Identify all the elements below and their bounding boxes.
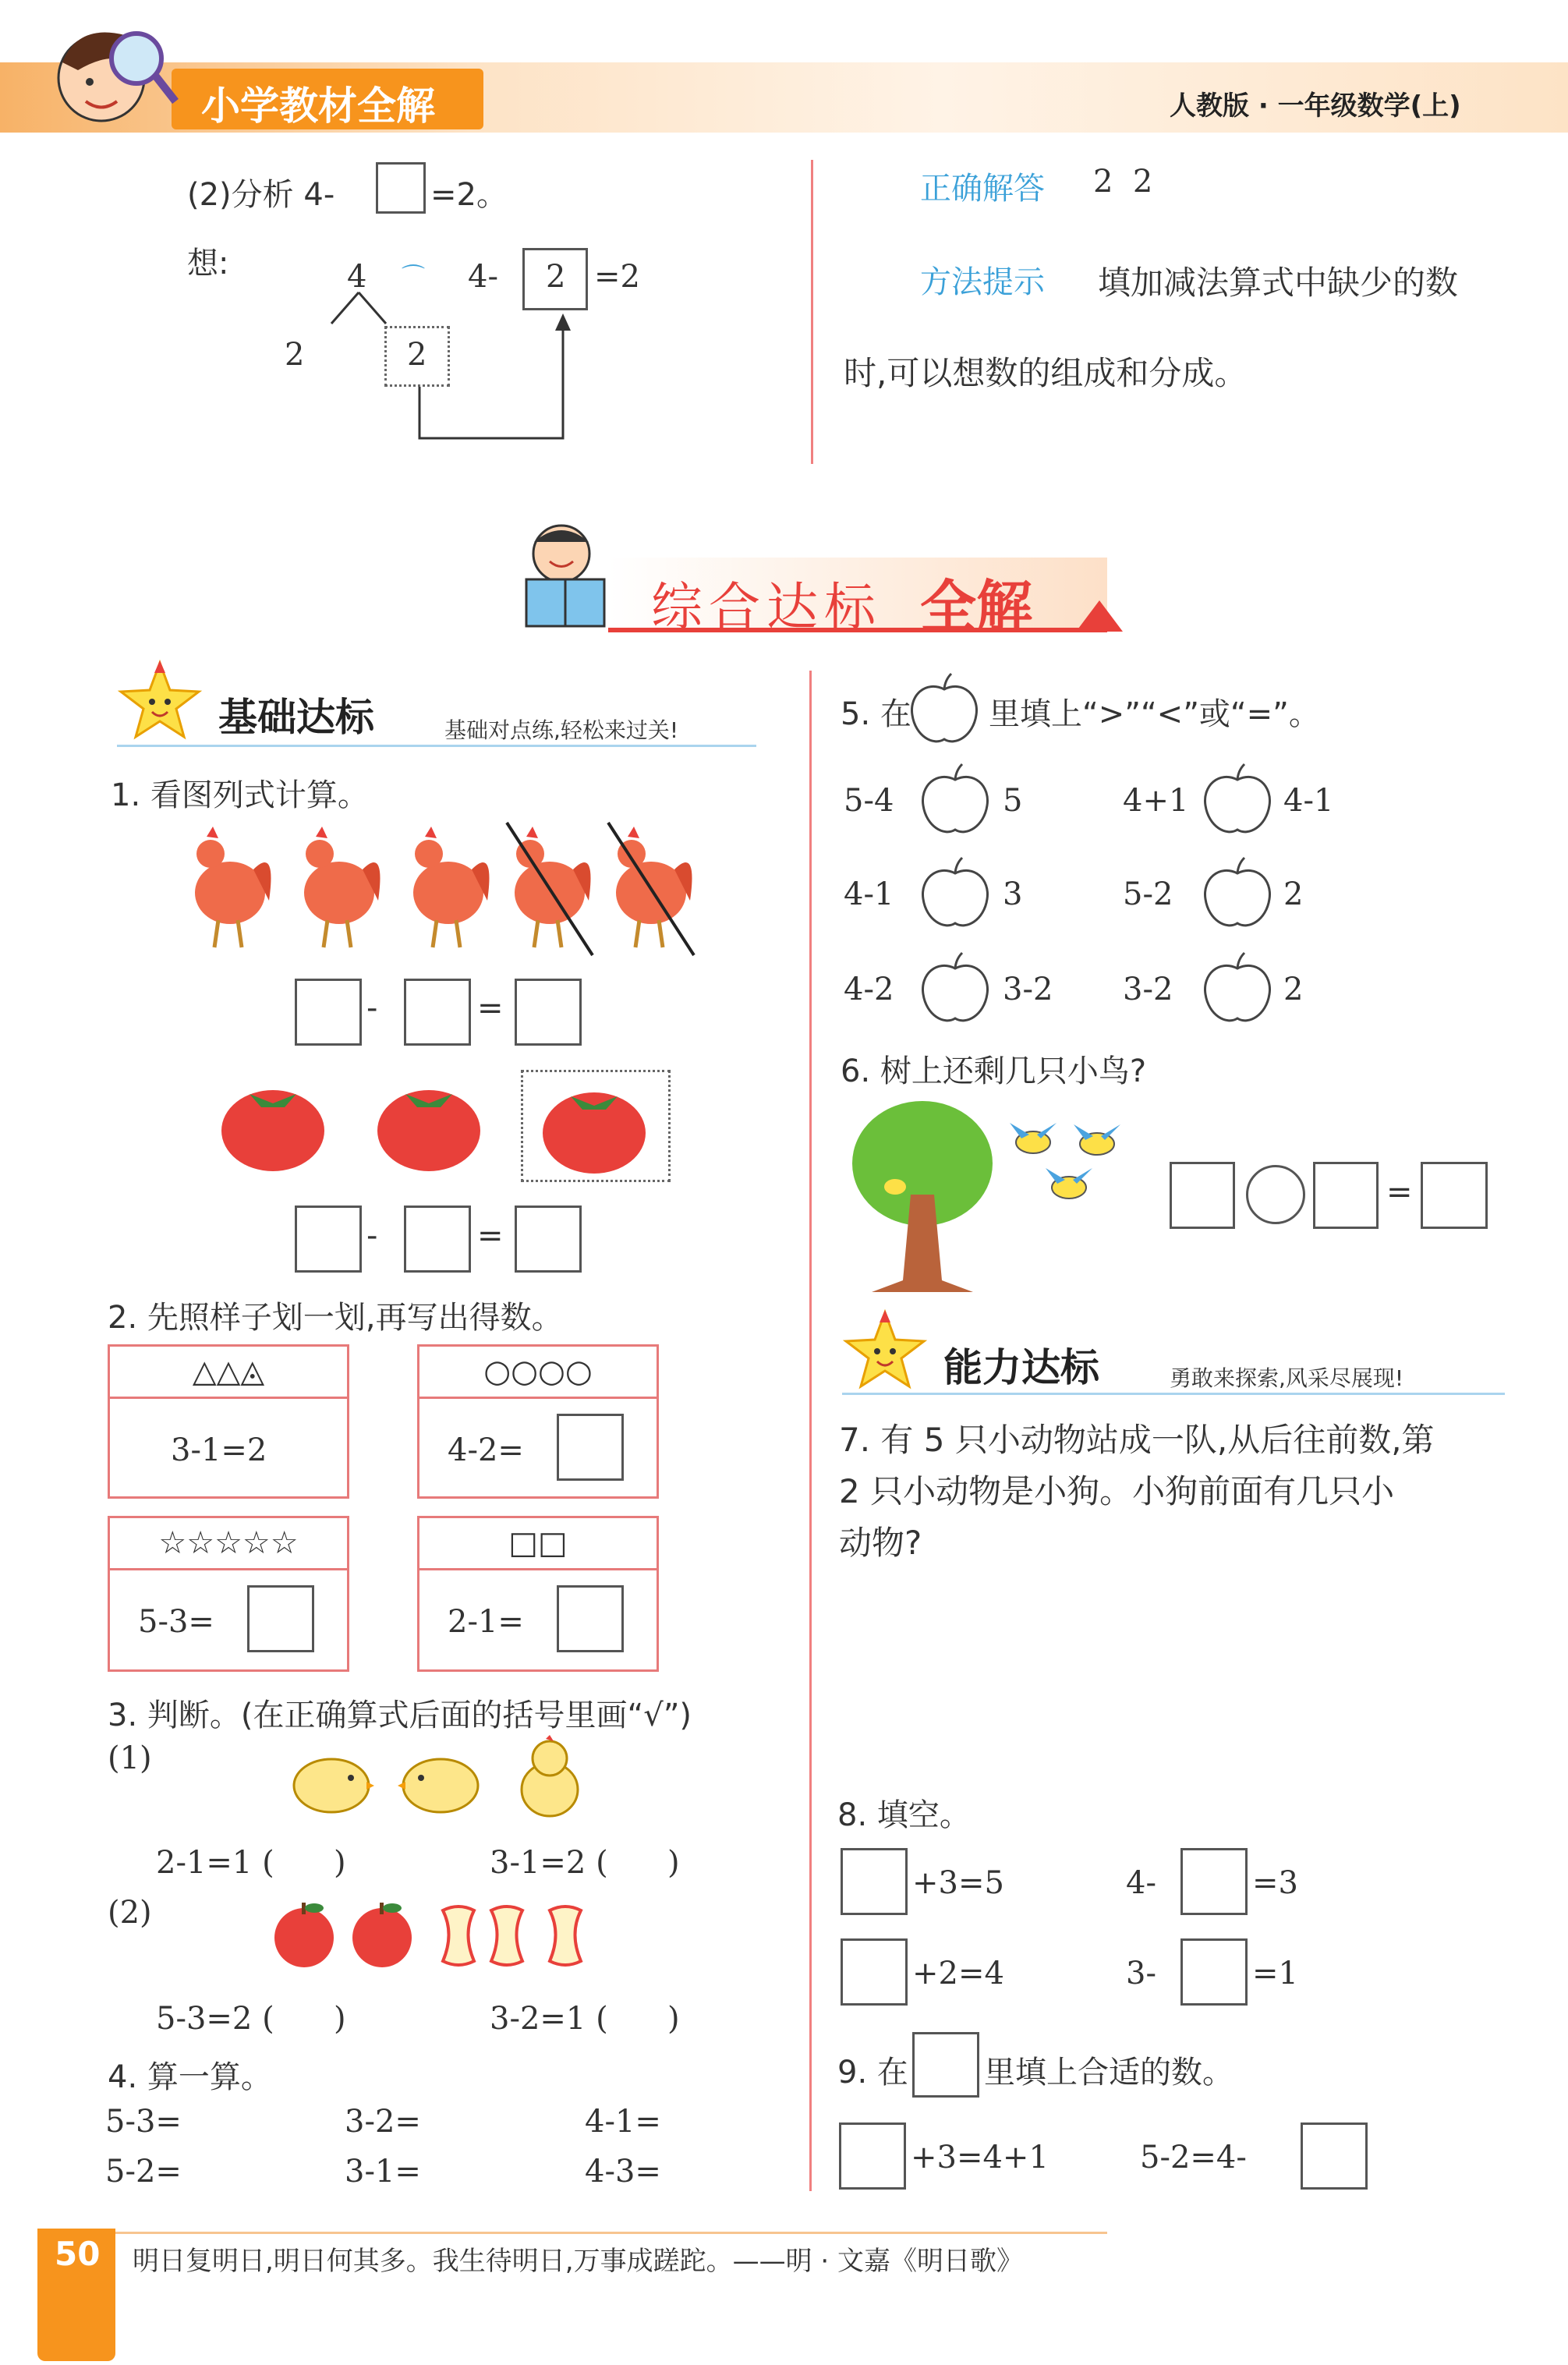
q1-answer-box-5[interactable] xyxy=(404,1206,471,1273)
q7-line3: 动物? xyxy=(839,1524,922,1562)
think-label: 想: xyxy=(187,246,229,281)
q1-answer-box-4[interactable] xyxy=(295,1206,362,1273)
star-mascot-icon xyxy=(117,659,203,745)
q8-a: +3=5 xyxy=(912,1865,1004,1901)
q5-right: 4-1 xyxy=(1283,783,1334,819)
edition-label: 人教版 · 一年级数学(上) xyxy=(1170,90,1461,122)
tip-label: 方法提示 xyxy=(920,264,1045,300)
apple-core-icon xyxy=(435,1899,482,1973)
q5-label-post: 里填上“>”“<”或“=”。 xyxy=(989,696,1320,732)
top-problem-label: (2)分析 4- xyxy=(187,177,335,213)
flying-bird-icon xyxy=(1042,1160,1096,1207)
q9-label-box xyxy=(912,2032,979,2098)
q2-answer-box[interactable] xyxy=(247,1585,314,1652)
q1-eq-1: = xyxy=(477,990,504,1026)
q2-cell-head: □□ xyxy=(419,1518,657,1570)
q8-answer-box-1[interactable] xyxy=(841,1848,908,1915)
q4-item: 3-1= xyxy=(345,2154,421,2190)
basic-underline xyxy=(117,745,756,747)
q9-b: 5-2=4- xyxy=(1140,2140,1247,2176)
q4-label: 4. 算一算。 xyxy=(108,2059,272,2095)
diagram-right-number: 2 xyxy=(407,337,427,373)
q9-label-post: 里填上合适的数。 xyxy=(984,2055,1234,2091)
flying-bird-icon xyxy=(1070,1117,1124,1163)
diagram-top-number: 4 xyxy=(347,259,367,295)
q2-answer-box[interactable] xyxy=(557,1414,624,1481)
q8-d-post: =1 xyxy=(1252,1956,1298,1991)
q6-answer-box-2[interactable] xyxy=(1313,1162,1379,1229)
q1-eq-2: = xyxy=(477,1218,504,1254)
rooster-crossed-icon xyxy=(600,819,702,959)
top-divider xyxy=(811,160,813,464)
apple-core-icon xyxy=(483,1899,530,1973)
q3-label: 3. 判断。(在正确算式后面的括号里画“√”) xyxy=(108,1698,692,1733)
q2-cell-head: ☆☆☆☆☆ xyxy=(110,1518,347,1570)
q1-answer-box-1[interactable] xyxy=(295,979,362,1046)
answer-value: 2 2 xyxy=(1093,164,1153,200)
tip-line2: 时,可以想数的组成和分成。 xyxy=(844,354,1248,392)
q5-left: 4+1 xyxy=(1123,783,1189,819)
basic-title: 基础达标 xyxy=(218,695,374,740)
q6-operator-circle[interactable] xyxy=(1246,1165,1305,1224)
q7-line1: 7. 有 5 只小动物站成一队,从后往前数,第 xyxy=(839,1421,1435,1459)
diagram-expr-post: =2 xyxy=(594,259,640,295)
diagram-arrow-mark: ⌒ xyxy=(402,264,425,291)
basic-slogan: 基础对点练,轻松来过关! xyxy=(444,717,679,743)
footer-divider xyxy=(39,2232,1107,2234)
top-problem-box[interactable] xyxy=(376,162,426,214)
q1-minus-1: - xyxy=(366,990,378,1026)
q2-cell-expr: 3-1=2 xyxy=(171,1432,267,1468)
q1-answer-box-2[interactable] xyxy=(404,979,471,1046)
q1-minus-2: - xyxy=(366,1218,378,1254)
q5-left: 4-2 xyxy=(844,972,894,1007)
tomato-icon xyxy=(374,1072,483,1174)
brand-title: 小学教材全解 xyxy=(201,83,435,129)
q3-item-1b: 3-1=2 ( ) xyxy=(490,1845,680,1881)
compare-apple-input[interactable] xyxy=(917,763,993,839)
q5-right: 3-2 xyxy=(1003,972,1053,1007)
q5-right: 3 xyxy=(1003,876,1023,912)
q4-item: 5-3= xyxy=(105,2104,182,2140)
q7-line2: 2 只小动物是小狗。小狗前面有几只小 xyxy=(839,1472,1395,1510)
q2-cell-4 xyxy=(417,1516,659,1672)
q2-cell-expr: 5-3= xyxy=(138,1604,214,1640)
q4-item: 4-1= xyxy=(585,2104,661,2140)
q1-label: 1. 看图列式计算。 xyxy=(111,777,369,813)
tree-with-birds-icon xyxy=(848,1093,996,1296)
q8-answer-box-2[interactable] xyxy=(1180,1848,1248,1915)
ability-underline xyxy=(842,1393,1505,1395)
chick-icon xyxy=(288,1747,374,1817)
flying-bird-icon xyxy=(1006,1115,1060,1162)
footer-quote: 明日复明日,明日何其多。我生待明日,万事成蹉跎。——明 · 文嘉《明日歌》 xyxy=(133,2246,1024,2277)
q9-label-pre: 9. 在 xyxy=(837,2055,908,2091)
q2-cell-head: △△◬ xyxy=(110,1347,347,1399)
q6-label: 6. 树上还剩几只小鸟? xyxy=(841,1053,1147,1089)
chick-icon xyxy=(398,1747,483,1817)
q5-right: 2 xyxy=(1283,972,1304,1007)
rooster-icon xyxy=(402,823,495,955)
q5-label-pre: 5. 在 xyxy=(841,696,911,732)
tip-line1: 填加减法算式中缺少的数 xyxy=(1098,264,1459,302)
q1-answer-box-6[interactable] xyxy=(515,1206,582,1273)
q3-part1-label: (1) xyxy=(108,1740,152,1776)
ability-slogan: 勇敢来探索,风采尽展现! xyxy=(1170,1365,1404,1391)
apple-icon xyxy=(347,1899,417,1969)
rooster-icon xyxy=(292,823,386,955)
q2-answer-box[interactable] xyxy=(557,1585,624,1652)
rooster-crossed-icon xyxy=(499,819,600,959)
compare-apple-input[interactable] xyxy=(1199,951,1276,1028)
q8-answer-box-3[interactable] xyxy=(841,1938,908,2006)
tomato-icon xyxy=(218,1072,327,1174)
section-title-emphasis: 全解 xyxy=(920,574,1033,639)
q5-left: 4-1 xyxy=(844,876,894,912)
banner-flag-tip xyxy=(1076,600,1123,632)
section-title-main: 综合达标 xyxy=(651,577,882,637)
q5-left: 3-2 xyxy=(1123,972,1173,1007)
star-mascot-icon xyxy=(842,1308,928,1394)
q8-b-post: =3 xyxy=(1252,1865,1298,1901)
q9-answer-box-1[interactable] xyxy=(839,2122,906,2190)
q2-cell-3 xyxy=(108,1516,349,1672)
main-divider xyxy=(809,671,812,2191)
q2-cell-expr: 4-2= xyxy=(448,1432,524,1468)
mascot-magnifier-icon xyxy=(47,16,179,140)
apple-outline-icon xyxy=(906,672,982,749)
q8-d-pre: 3- xyxy=(1126,1956,1156,1991)
q5-left: 5-4 xyxy=(844,783,894,819)
q2-cell-1 xyxy=(108,1344,349,1499)
q1-answer-box-3[interactable] xyxy=(515,979,582,1046)
q6-answer-box-3[interactable] xyxy=(1421,1162,1488,1229)
tomato-icon xyxy=(540,1075,649,1176)
q9-answer-box-2[interactable] xyxy=(1301,2122,1368,2190)
compare-apple-input[interactable] xyxy=(1199,856,1276,933)
rooster-icon xyxy=(183,823,277,955)
q8-b-pre: 4- xyxy=(1126,1865,1156,1901)
top-problem-tail: =2。 xyxy=(430,177,508,213)
q2-cell-expr: 2-1= xyxy=(448,1604,524,1640)
q8-c: +2=4 xyxy=(912,1956,1004,1991)
q3-part2-label: (2) xyxy=(108,1895,152,1931)
answer-label: 正确解答 xyxy=(920,171,1045,207)
page-number: 50 xyxy=(55,2235,101,2273)
q5-left: 5-2 xyxy=(1123,876,1173,912)
q4-item: 5-2= xyxy=(105,2154,182,2190)
q5-right: 5 xyxy=(1003,783,1023,819)
q3-item-2b: 3-2=1 ( ) xyxy=(490,2001,680,2037)
compare-apple-input[interactable] xyxy=(917,951,993,1028)
ability-title: 能力达标 xyxy=(943,1345,1099,1390)
q2-label: 2. 先照样子划一划,再写出得数。 xyxy=(108,1300,563,1336)
q5-right: 2 xyxy=(1283,876,1304,912)
q2-cell-head: ○○○○ xyxy=(419,1347,657,1399)
diagram-expr-pre: 4- xyxy=(468,259,498,295)
q6-eq: = xyxy=(1386,1174,1413,1210)
q8-answer-box-4[interactable] xyxy=(1180,1938,1248,2006)
q4-item: 3-2= xyxy=(345,2104,421,2140)
q3-item-1a: 2-1=1 ( ) xyxy=(156,1845,346,1881)
q8-label: 8. 填空。 xyxy=(837,1797,971,1833)
compare-apple-input[interactable] xyxy=(917,856,993,933)
apple-icon xyxy=(269,1899,339,1969)
q9-a: +3=4+1 xyxy=(911,2140,1049,2176)
diagram-connector-arrow xyxy=(405,312,577,452)
q6-answer-box-1[interactable] xyxy=(1170,1162,1235,1229)
q2-cell-2 xyxy=(417,1344,659,1499)
q3-item-2a: 5-3=2 ( ) xyxy=(156,2001,346,2037)
chick-leaving-icon xyxy=(515,1735,585,1821)
apple-core-icon xyxy=(542,1899,589,1973)
compare-apple-input[interactable] xyxy=(1199,763,1276,839)
diagram-expr-box-value: 2 xyxy=(546,259,566,295)
q4-item: 4-3= xyxy=(585,2154,661,2190)
diagram-left-number: 2 xyxy=(285,337,305,373)
